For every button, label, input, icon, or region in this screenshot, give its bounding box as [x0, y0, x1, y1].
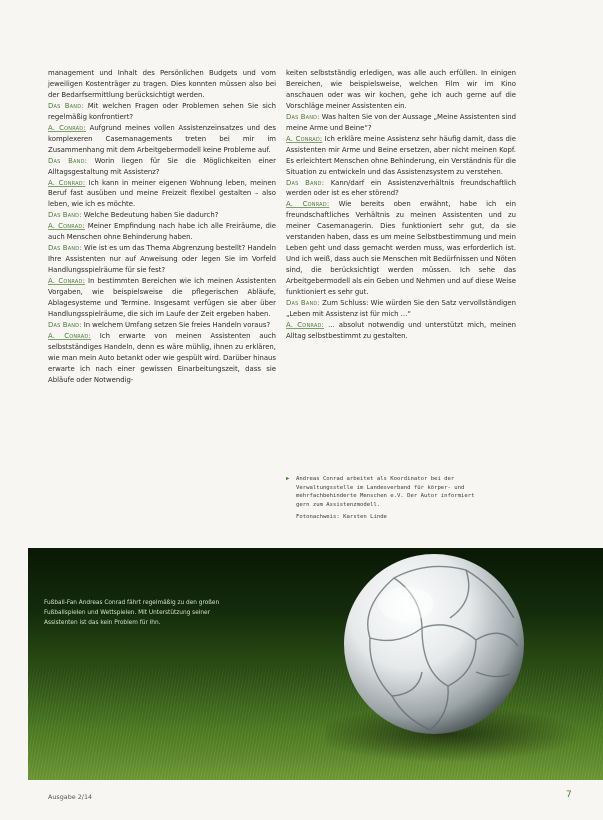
paragraph-text: Wie bereits oben erwähnt, habe ich ein freundschaftliches Verhältnis zu meinen Assistenten und zu meiner Casemanagerin. Dies funktioniert sehr gut, da sie verstanden haben, dass es um meine Selbstbestimmung und mein Leben geht und dass gemacht werden muss, was erforderlich ist. Und ich weiß, dass auch sie Menschen mit Bedürfnissen und Nöten sind, die berücksichtigt werden müssen. Ich sehe das Arbeitgebermodell als ein Geben und Nehmen und auf diese Weise funktioniert es sehr gut.	[286, 200, 516, 297]
interview-paragraph	[286, 112, 516, 134]
soccer-ball-illustration	[326, 548, 603, 780]
interviewer-speaker-label: Das Band:	[286, 299, 320, 308]
paragraph-text: Wie ist es um das Thema Abgrenzung bestellt? Handeln Ihre Assistenten nur auf Anweisung oder legen Sie im Vorfeld Handlungsspielräume für sie fest?	[48, 244, 276, 275]
interview-paragraph	[48, 68, 276, 101]
interview-paragraph	[48, 331, 276, 386]
paragraph-text: Ich erkläre meine Assistenz sehr häufig damit, dass die Assistenten mir Arme und Beine ersetzen, aber nicht meinen Kopf. Es erleichtert Menschen ohne Behinderung, ein Verständnis für die Situation zu entwickeln und das Assistenzsystem zu verstehen.	[286, 134, 517, 176]
interview-paragraph	[286, 199, 516, 298]
interview-paragraph	[286, 68, 516, 112]
author-info-box	[286, 475, 486, 522]
paragraph-text: Kann/darf ein Assistenzverhältnis freundschaftlich werden oder ist es eher störend?	[286, 178, 517, 198]
answer-speaker-label: A. Conrad:	[48, 331, 91, 340]
answer-speaker-label: A. Conrad:	[48, 222, 85, 231]
interviewer-speaker-label: Das Band:	[48, 211, 82, 220]
author-note-text: Andreas Conrad arbeitet als Koordinator bei der Verwaltungsstelle im Landesverband für körper- und mehrfachbehinderte Menschen e.V. Der Autor informiert gern zum Assistenzmodell.	[296, 476, 475, 508]
interview-paragraph	[48, 210, 276, 221]
issue-label: Ausgabe 2/14	[48, 793, 93, 801]
interview-paragraph	[48, 156, 276, 178]
interview-paragraph	[48, 243, 276, 276]
paragraph-text: Zum Schluss: Wie würden Sie den Satz vervollständigen „Leben mit Assistenz ist für mich …“	[286, 299, 517, 318]
paragraph-text: Aufgrund meines vollen Assistenzeinsatzes und des komplexeren Casemanagements treten bei mir im Zusammenhang mit dem Arbeitgebermodell keine Probleme auf.	[48, 123, 276, 154]
interview-paragraph	[48, 276, 276, 320]
interviewer-speaker-label: Das Band:	[48, 101, 84, 110]
paragraph-text: Was halten Sie von der Aussage „Meine Assistenten sind meine Arme und Beine“?	[286, 112, 516, 132]
paragraph-text: In bestimmten Bereichen wie ich meinen Assistenten Vorgaben, wie beispielsweise die pflegerischen Abläufe, Ablagesysteme und Termine. Insgesamt verfügen sie aber über Handlungsspielräume, die sich im Laufe der Zeit ergeben haben.	[48, 277, 276, 318]
paragraph-text: In welchem Umfang setzen Sie freies Handeln voraus?	[81, 320, 271, 329]
interview-paragraph	[48, 320, 276, 331]
answer-speaker-label: A. Conrad:	[286, 134, 323, 143]
interview-paragraph	[286, 178, 516, 200]
article-right-column	[286, 68, 516, 342]
answer-speaker-label: A. Conrad:	[48, 123, 86, 132]
answer-speaker-label: A. Conrad:	[286, 200, 330, 209]
interviewer-speaker-label: Das Band:	[286, 112, 320, 121]
answer-speaker-label: A. Conrad:	[48, 178, 86, 187]
page-number: 7	[566, 790, 572, 800]
paragraph-text: Ich erwarte von meinen Assistenten auch selbstständiges Handeln, denn es wäre mühlig, ihnen zu erklären, wie man mein Auto betankt oder wie gespült wird. Darüber hinaus erwarte ich nach einer gewissen Einarbeitungszeit, dass sie Abläufe oder Notwendig-	[48, 331, 276, 384]
answer-speaker-label: A. Conrad:	[48, 277, 86, 286]
triangle-marker-icon: ▶	[286, 476, 290, 482]
interview-paragraph	[286, 298, 516, 320]
interviewer-speaker-label: Das Band:	[286, 178, 325, 187]
paragraph-text: Ich kann in meiner eigenen Wohnung leben, meinen Beruf fast ausüben und meine Freizeit flexibel gestalten – also leben, wie ich es möchte.	[48, 178, 276, 209]
paragraph-text: keiten selbstständig erledigen, was alle auch erfüllen. In einigen Bereichen, wie beispielsweise, welchen Film wir im Kino anschauen oder was wir kochen, gehe ich auch gerne auf die Vorschläge meiner Assistenten ein.	[286, 69, 516, 110]
photo-credit: Fotonachweis: Karsten Linde	[296, 514, 387, 521]
article-left-column	[48, 68, 276, 386]
interview-paragraph	[48, 123, 276, 156]
interviewer-speaker-label: Das Band:	[48, 320, 82, 329]
paragraph-text: Welche Bedeutung haben Sie dadurch?	[81, 211, 219, 220]
interview-paragraph	[48, 101, 276, 123]
interviewer-speaker-label: Das Band:	[48, 156, 88, 165]
paragraph-text: Mit welchen Fragen oder Problemen sehen Sie sich regelmäßig konfrontiert?	[48, 101, 276, 121]
interview-paragraph	[48, 178, 276, 211]
interview-paragraph	[48, 221, 276, 243]
paragraph-text: management und Inhalt des Persönlichen Budgets und vom jeweiligen Kostenträger zu tragen. Dies konnten müssen also bei der Bedarfsermittlung berücksichtigt werden.	[48, 69, 276, 99]
paragraph-text: Worin liegen für Sie die Möglichkeiten einer Alltagsgestaltung mit Assistenz?	[48, 156, 277, 176]
interviewer-speaker-label: Das Band:	[48, 244, 82, 253]
interview-paragraph	[286, 320, 516, 342]
football-photo	[28, 548, 603, 780]
paragraph-text: … absolut notwendig und unterstützt mich, meinen Alltag selbstbestimmt zu gestalten.	[286, 320, 516, 340]
paragraph-text: Meiner Empfindung nach habe ich alle Freiräume, die auch Menschen ohne Behinderung haben.	[48, 222, 277, 242]
interview-paragraph	[286, 134, 516, 178]
photo-caption: Fußball-Fan Andreas Conrad fährt regelmäßig zu den großen Fußballspielen und Wettspielen. Mit Unterstützung seiner Assistenten ist das kein Problem für ihn.	[44, 600, 220, 627]
answer-speaker-label: A. Conrad:	[286, 320, 325, 329]
